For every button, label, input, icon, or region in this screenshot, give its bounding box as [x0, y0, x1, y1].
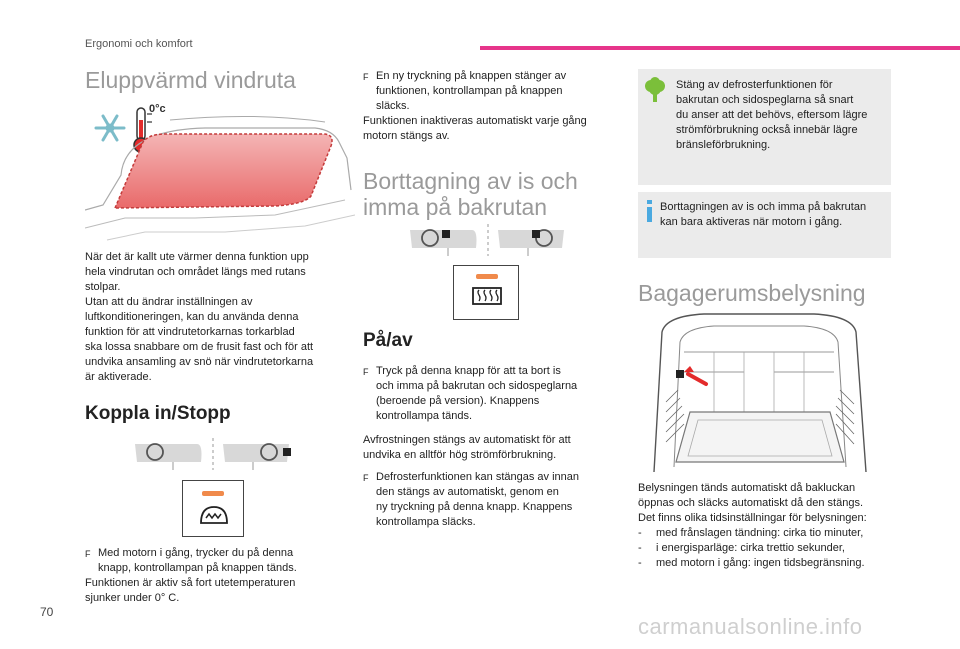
snowflake-icon	[96, 116, 124, 140]
front-defrost-icon	[198, 503, 230, 527]
dashboard-strip-illustration	[133, 436, 293, 472]
trunk-lamp	[676, 370, 684, 378]
switch-on-instructions: F Med motorn i gång, trycker du på denna knapp, kontrollampan på knappen tänds. Funktionen är aktiv så fort utetemperaturen sjunker under 0° C.	[85, 547, 297, 604]
rear-defrost-on-instructions: F Tryck på denna knapp för att ta bort is och imma på bakrutan och sidospeglarna (beroende på version). Knappens kontrollampa tänds.	[363, 365, 578, 422]
watermark: carmanualsonline.info	[638, 614, 863, 639]
heated-windscreen-description: När det är kallt ute värmer denna funktion upp hela vindrutan och området längs med rutans stolpar. Utan att du ändrar inställningen av luftkonditioneringen, kan du använda denna funktion för att vindrutetorkarnas torkarblad ska lossa snabbare om de frusit fast och för att undvika ansamling av snö när vindrutetorkarna är aktiverade.	[85, 251, 314, 383]
switch-on-off-heading: Koppla in/Stopp	[85, 403, 231, 424]
rear-defrost-icon	[471, 286, 503, 308]
rear-defrost-button[interactable]	[453, 265, 519, 320]
auto-off-note: Avfrostningen stängs av automatiskt för att undvika en alltför hög strömförbrukning.	[363, 434, 571, 461]
header-accent-bar	[480, 46, 960, 50]
list-item: - med motorn i gång: ingen tidsbegränsning.	[638, 557, 865, 569]
list-item: - i energisparläge: cirka trettio sekunder,	[638, 542, 845, 554]
heated-windscreen-title: Eluppvärmd vindruta	[85, 67, 296, 93]
trunk-lighting-title: Bagagerumsbelysning	[638, 280, 866, 306]
rear-defrost-title: Borttagning av is och imma på bakrutan	[363, 168, 578, 220]
trunk-lighting-description: Belysningen tänds automatiskt då bakluckan öppnas och släcks automatiskt då den stängs. Det finns olika tidsinställningar för belysningen:	[638, 482, 867, 524]
indicator-lamp	[202, 491, 224, 496]
switch-off-instructions: F En ny tryckning på knappen stänger av funktionen, kontrollampan på knappen släcks. Funktionen inaktiveras automatiskt varje gång motorn stängs av.	[363, 70, 587, 142]
heated-windscreen-illustration	[85, 100, 355, 245]
on-off-heading: På/av	[363, 330, 413, 351]
page-number: 70	[40, 605, 54, 619]
tree-eco-icon	[644, 77, 666, 103]
indicator-lamp	[476, 274, 498, 279]
info-box: Borttagningen av is och imma på bakrutan kan bara aktiveras när motorn i gång.	[638, 192, 891, 258]
info-icon	[646, 200, 654, 222]
temperature-label: 0°c	[149, 103, 166, 115]
eco-tip-box: Stäng av defrosterfunktionen för bakrutan och sidospeglarna så snart du anser att det behövs, eftersom lägre strömförbrukning också innebär lägre bränsleförbrukning.	[638, 69, 891, 185]
trunk-illustration	[644, 312, 874, 474]
list-item: - med frånslagen tändning: cirka tio minuter,	[638, 527, 864, 539]
rear-defrost-off-instructions: F Defrosterfunktionen kan stängas av innan den stängs av automatiskt, genom en ny tryckning på denna knapp. Knappens kontrollampa släcks.	[363, 471, 580, 528]
timer-settings-list	[638, 526, 898, 571]
dashboard-strip-illustration-rear	[408, 222, 568, 258]
section-header: Ergonomi och komfort	[85, 38, 193, 50]
heated-windscreen-button[interactable]	[182, 480, 244, 537]
